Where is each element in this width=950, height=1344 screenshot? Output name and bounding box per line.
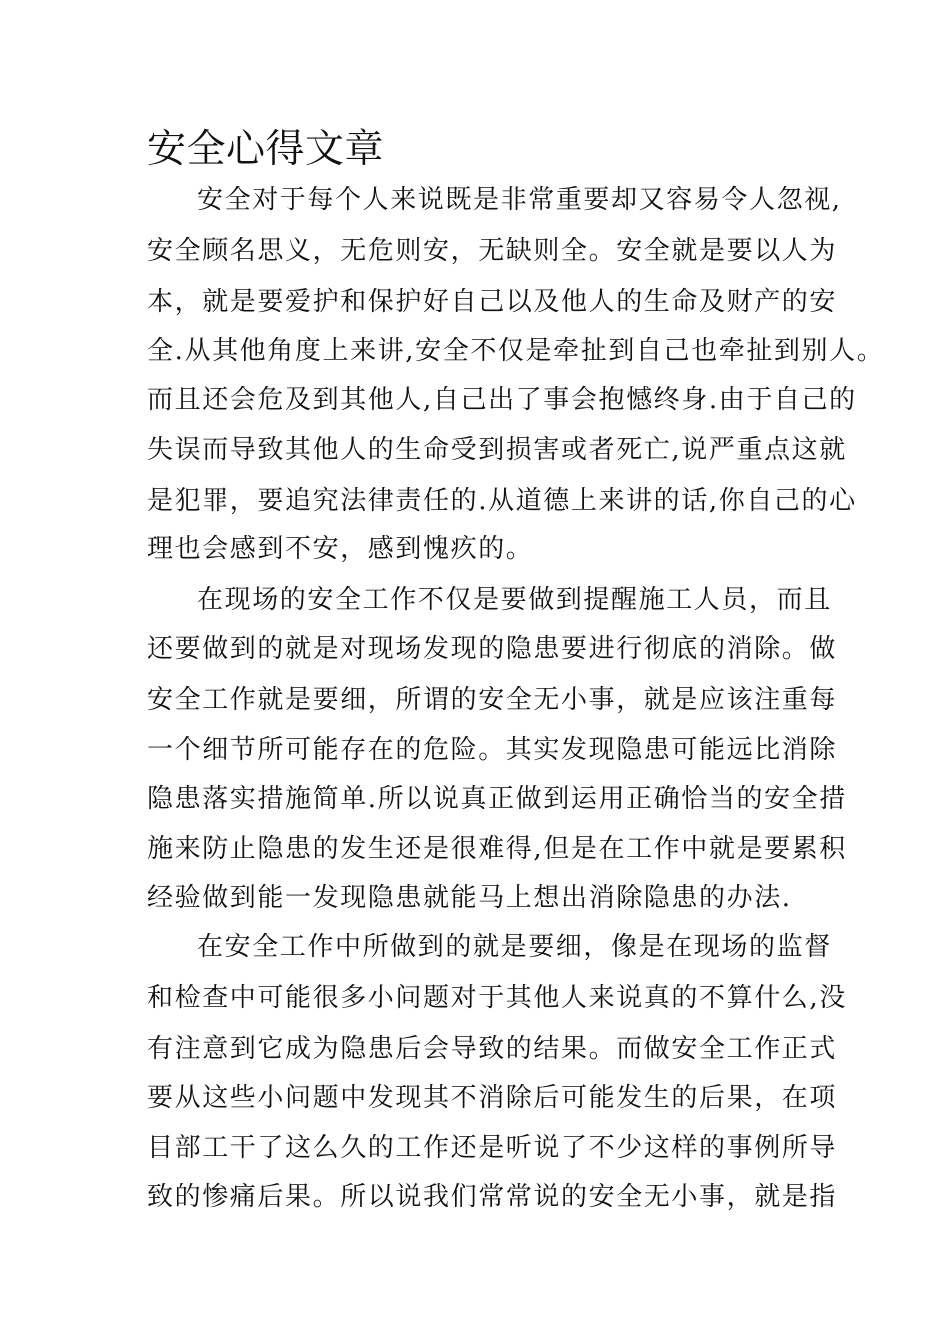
paragraph-2-line-1: 在现场的安全工作不仅是要做到提醒施工人员，而且	[197, 585, 832, 615]
paragraph-2-line-4: 一个细节所可能存在的危险。其实发现隐患可能远比消除	[147, 735, 838, 765]
paragraph-2-line-6: 施来防止隐患的发生还是很难得,但是在工作中就是要累积	[147, 834, 847, 864]
paragraph-1-line-8: 理也会感到不安，感到愧疚的。	[147, 534, 534, 564]
paragraph-3-line-6: 致的惨痛后果。所以说我们常常说的安全无小事，就是指	[147, 1182, 838, 1212]
paragraph-3-line-2: 和检查中可能很多小问题对于其他人来说真的不算什么,没	[147, 983, 847, 1013]
paragraph-2-line-3: 安全工作就是要细，所谓的安全无小事，就是应该注重每	[147, 685, 838, 715]
paragraph-2-line-7: 经验做到能一发现隐患就能马上想出消除隐患的办法.	[147, 883, 792, 913]
paragraph-3-line-3: 有注意到它成为隐患后会导致的结果。而做安全工作正式	[147, 1034, 838, 1064]
paragraph-3-line-5: 目部工干了这么久的工作还是听说了不少这样的事例所导	[147, 1133, 838, 1163]
paragraph-1-line-4: 全.从其他角度上来讲,安全不仅是牵扯到自己也牵扯到别人。	[147, 336, 885, 366]
paragraph-3-line-1: 在安全工作中所做到的就是要细，像是在现场的监督	[197, 932, 832, 962]
paragraph-1-line-7: 是犯罪，要追究法律责任的.从道德上来讲的话,你自己的心	[147, 486, 857, 516]
paragraph-1-line-3: 本，就是要爱护和保护好自己以及他人的生命及财产的安	[147, 287, 838, 317]
paragraph-1-line-6: 失误而导致其他人的生命受到损害或者死亡,说严重点这就	[147, 435, 847, 465]
paragraph-1-line-2: 安全顾名思义，无危则安，无缺则全。安全就是要以人为	[147, 236, 838, 266]
paragraph-1-line-1: 安全对于每个人来说既是非常重要却又容易令人忽视,	[197, 185, 842, 215]
paragraph-3-line-4: 要从这些小问题中发现其不消除后可能发生的后果，在项	[147, 1083, 838, 1113]
paragraph-1-line-5: 而且还会危及到其他人,自己出了事会抱憾终身.由于自己的	[147, 385, 857, 415]
paragraph-2-line-2: 还要做到的就是对现场发现的隐患要进行彻底的消除。做	[147, 634, 838, 664]
paragraph-2-line-5: 隐患落实措施简单.所以说真正做到运用正确恰当的安全措	[147, 784, 847, 814]
document-title: 安全心得文章	[147, 127, 385, 172]
